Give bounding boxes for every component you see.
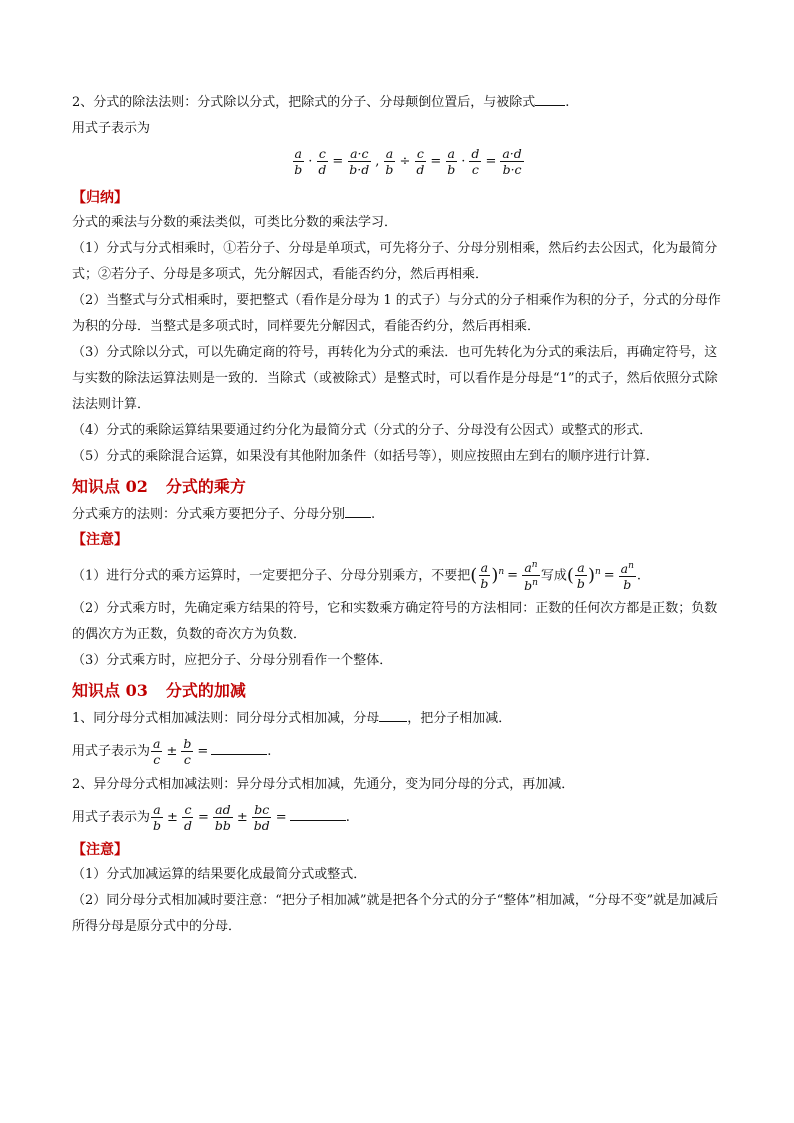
summary-item-5: （5）分式的乘除混合运算，如果没有其他附加条件（如括号等），则应按照由左到右的顺序进行计算． <box>72 449 659 464</box>
division-formula: $\frac{a}{b}$ · $\frac{c}{d}$ = $\frac{a\cdot c}{b\cdot d}$ , $\frac{a}{b}$ ÷ $\frac{c}{d}$ = $\frac{a}{b}$ · $\frac{d}{c}$ = $\frac{a\cdot d}{b\cdot c}$ <box>294 146 522 177</box>
summary-tag: 【归纳】 <box>72 190 128 206</box>
power-rule: 分式乘方的法则：分式乘方要把分子、分母分别 . <box>72 502 724 528</box>
same-denominator-rule: 1、同分母分式相加减法则：同分母分式相加减，分母 ，把分子相加减． <box>72 706 724 732</box>
answer-blank <box>535 91 565 106</box>
summary-item-3: （3）分式除以分式，可以先确定商的符号，再转化为分式的乘法．也可先转化为分式的乘法后，再确定符号，这与实数的除法运算法则是一致的．当除式（或被除式）是整式时，可以看作是分母是“1”的式子，然后依照分式除法法则计算． <box>72 345 718 412</box>
same-denominator-formula: 用式子表示为 $\frac{a}{c}$ ± $\frac{b}{c}$ = . <box>72 736 272 768</box>
document-page <box>72 90 724 940</box>
section-heading-kp02: 知识点 02 分式的乘方 <box>72 477 246 496</box>
section-heading-kp03: 知识点 03 分式的加减 <box>72 681 246 701</box>
different-denominator-formula: 用式子表示为 $\frac{a}{b}$ ± $\frac{c}{d}$ = $\frac{ad}{bb}$ ± $\frac{bc}{bd}$ = . <box>72 802 350 834</box>
answer-blank <box>345 503 371 518</box>
division-rule: 2、分式的除法法则：分式除以分式，把除式的分子、分母颠倒位置后，与被除式 . <box>72 90 724 116</box>
note-tag: 【注意】 <box>72 532 128 548</box>
power-note-2: （2）分式乘方时，先确定乘方结果的符号，它和实数乘方确定符号的方法相同：正数的任何次方都是正数；负数的偶次方为正数，负数的奇次方为负数． <box>72 601 718 643</box>
different-denominator-rule: 2、异分母分式相加减法则：异分母分式相加减，先通分，变为同分母的分式，再加减． <box>72 777 575 793</box>
division-expr-label: 用式子表示为 <box>72 121 151 136</box>
power-note-3: （3）分式乘方时，应把分子、分母分别看作一个整体． <box>72 653 393 669</box>
division-rule-text: 2、分式的除法法则：分式除以分式，把除式的分子、分母颠倒位置后，与被除式 <box>72 95 536 110</box>
answer-blank <box>211 740 267 755</box>
summary-intro: 分式的乘法与分数的乘法类似，可类比分数的乘法学习． <box>72 215 398 230</box>
add-note-1: （1）分式加减运算的结果要化成最简分式或整式． <box>72 867 367 883</box>
power-note-1: （1）进行分式的乘方运算时，一定要把分子、分母分别乘方，不要把( $\frac{a}{b}$ )$^n$ = $\frac{a^n}{b^n}$ 写成( $\frac{a}{b}$ )$^n$ = $\frac{a^n}{b}$ . <box>72 560 642 594</box>
summary-item-2: （2）当整式与分式相乘时，要把整式（看作是分母为 1 的式子）与分式的分子相乘作为积的分子，分式的分母作为积的分母．当整式是多项式时，同样要先分解因式，看能否约分，然后再相乘． <box>72 293 721 334</box>
summary-item-1: （1）分式与分式相乘时，①若分子、分母是单项式，可先将分子、分母分别相乘，然后约去公因式，化为最简分式；②若分子、分母是多项式，先分解因式，看能否约分，然后再相乘． <box>72 241 718 282</box>
answer-blank <box>379 707 407 722</box>
add-note-2: （2）同分母分式相加减时要注意：“把分子相加减”就是把各个分式的分子“整体”相加减，“分母不变”就是加减后所得分母是原分式中的分母． <box>72 893 719 935</box>
answer-blank <box>290 806 346 821</box>
summary-item-4: （4）分式的乘除运算结果要通过约分化为最简分式（分式的分子、分母没有公因式）或整式的形式． <box>72 423 653 438</box>
note-tag: 【注意】 <box>72 842 128 859</box>
